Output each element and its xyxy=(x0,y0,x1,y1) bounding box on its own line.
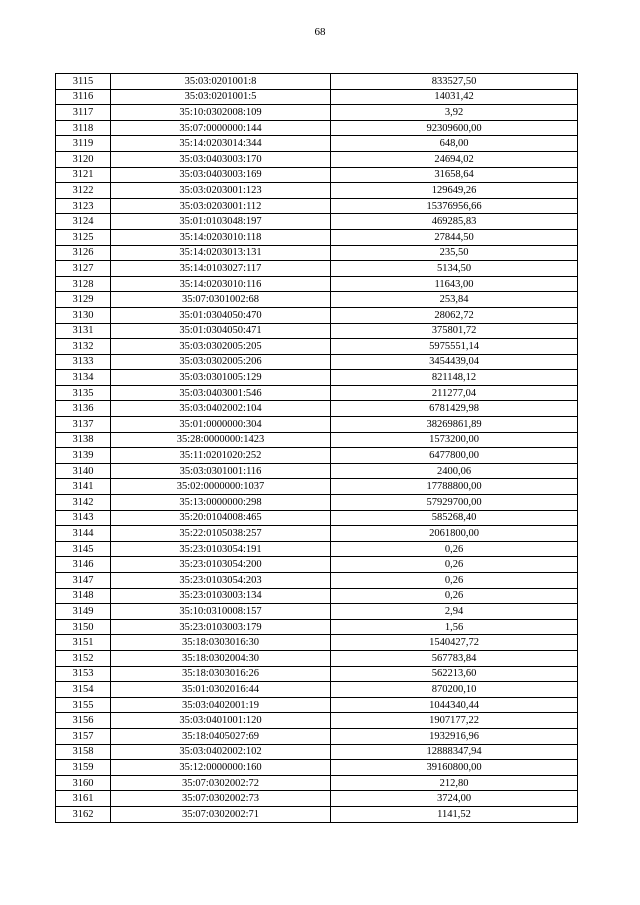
row-number-cell: 3129 xyxy=(56,292,111,308)
cadastral-number-cell: 35:23:0103054:200 xyxy=(111,557,331,573)
value-cell: 3,92 xyxy=(331,105,578,121)
value-cell: 28062,72 xyxy=(331,307,578,323)
value-cell: 833527,50 xyxy=(331,74,578,90)
row-number-cell: 3123 xyxy=(56,198,111,214)
table-row xyxy=(56,307,578,323)
value-cell: 14031,42 xyxy=(331,89,578,105)
table-row xyxy=(56,261,578,277)
table-row xyxy=(56,650,578,666)
table-row xyxy=(56,588,578,604)
row-number-cell: 3138 xyxy=(56,432,111,448)
table-row xyxy=(56,198,578,214)
row-number-cell: 3149 xyxy=(56,604,111,620)
row-number-cell: 3148 xyxy=(56,588,111,604)
table-row xyxy=(56,510,578,526)
row-number-cell: 3141 xyxy=(56,479,111,495)
value-cell: 5134,50 xyxy=(331,261,578,277)
cadastral-number-cell: 35:03:0203001:112 xyxy=(111,198,331,214)
table-row xyxy=(56,323,578,339)
table-row xyxy=(56,713,578,729)
table-row xyxy=(56,573,578,589)
row-number-cell: 3121 xyxy=(56,167,111,183)
table-row xyxy=(56,183,578,199)
row-number-cell: 3151 xyxy=(56,635,111,651)
row-number-cell: 3157 xyxy=(56,728,111,744)
cadastral-number-cell: 35:11:0201020:252 xyxy=(111,448,331,464)
cadastral-number-cell: 35:07:0302002:72 xyxy=(111,775,331,791)
table-row xyxy=(56,479,578,495)
row-number-cell: 3142 xyxy=(56,495,111,511)
table-row xyxy=(56,245,578,261)
value-cell: 469285,83 xyxy=(331,214,578,230)
row-number-cell: 3147 xyxy=(56,573,111,589)
row-number-cell: 3134 xyxy=(56,370,111,386)
row-number-cell: 3143 xyxy=(56,510,111,526)
table-row xyxy=(56,557,578,573)
table-row xyxy=(56,666,578,682)
row-number-cell: 3152 xyxy=(56,650,111,666)
table-row xyxy=(56,339,578,355)
page-number: 68 xyxy=(314,26,326,38)
row-number-cell: 3154 xyxy=(56,682,111,698)
value-cell: 0,26 xyxy=(331,588,578,604)
cadastral-number-cell: 35:01:0103048:197 xyxy=(111,214,331,230)
cadastral-number-cell: 35:10:0310008:157 xyxy=(111,604,331,620)
table-row xyxy=(56,744,578,760)
cadastral-number-cell: 35:12:0000000:160 xyxy=(111,760,331,776)
row-number-cell: 3150 xyxy=(56,619,111,635)
table-row xyxy=(56,417,578,433)
table-row xyxy=(56,495,578,511)
table-row xyxy=(56,432,578,448)
value-cell: 2400,06 xyxy=(331,463,578,479)
row-number-cell: 3139 xyxy=(56,448,111,464)
cadastral-number-cell: 35:14:0203013:131 xyxy=(111,245,331,261)
row-number-cell: 3126 xyxy=(56,245,111,261)
value-cell: 27844,50 xyxy=(331,229,578,245)
row-number-cell: 3161 xyxy=(56,791,111,807)
row-number-cell: 3116 xyxy=(56,89,111,105)
value-cell: 1907177,22 xyxy=(331,713,578,729)
cadastral-number-cell: 35:14:0103027:117 xyxy=(111,261,331,277)
cadastral-number-cell: 35:23:0103054:191 xyxy=(111,541,331,557)
table-row xyxy=(56,214,578,230)
table-row xyxy=(56,229,578,245)
cadastral-number-cell: 35:01:0304050:470 xyxy=(111,307,331,323)
cadastral-number-cell: 35:07:0302002:71 xyxy=(111,806,331,822)
row-number-cell: 3130 xyxy=(56,307,111,323)
row-number-cell: 3120 xyxy=(56,151,111,167)
table-row xyxy=(56,448,578,464)
cadastral-number-cell: 35:13:0000000:298 xyxy=(111,495,331,511)
table-row xyxy=(56,697,578,713)
row-number-cell: 3118 xyxy=(56,120,111,136)
value-cell: 38269861,89 xyxy=(331,417,578,433)
row-number-cell: 3137 xyxy=(56,417,111,433)
value-cell: 3724,00 xyxy=(331,791,578,807)
cadastral-number-cell: 35:18:0303016:30 xyxy=(111,635,331,651)
table-row xyxy=(56,120,578,136)
row-number-cell: 3158 xyxy=(56,744,111,760)
cadastral-number-cell: 35:01:0000000:304 xyxy=(111,417,331,433)
value-cell: 235,50 xyxy=(331,245,578,261)
row-number-cell: 3124 xyxy=(56,214,111,230)
table-row xyxy=(56,167,578,183)
value-cell: 1141,52 xyxy=(331,806,578,822)
table-row xyxy=(56,635,578,651)
cadastral-number-cell: 35:07:0000000:144 xyxy=(111,120,331,136)
value-cell: 1,56 xyxy=(331,619,578,635)
cadastral-number-cell: 35:03:0401001:120 xyxy=(111,713,331,729)
row-number-cell: 3156 xyxy=(56,713,111,729)
table-row xyxy=(56,806,578,822)
row-number-cell: 3162 xyxy=(56,806,111,822)
cadastral-number-cell: 35:01:0302016:44 xyxy=(111,682,331,698)
value-cell: 11643,00 xyxy=(331,276,578,292)
table-row xyxy=(56,463,578,479)
table-row xyxy=(56,604,578,620)
cadastral-number-cell: 35:03:0302005:206 xyxy=(111,354,331,370)
cadastral-number-cell: 35:03:0201001:5 xyxy=(111,89,331,105)
cadastral-number-cell: 35:03:0402002:104 xyxy=(111,401,331,417)
value-cell: 212,80 xyxy=(331,775,578,791)
row-number-cell: 3117 xyxy=(56,105,111,121)
row-number-cell: 3160 xyxy=(56,775,111,791)
cadastral-number-cell: 35:03:0403001:546 xyxy=(111,385,331,401)
value-cell: 0,26 xyxy=(331,557,578,573)
value-cell: 562213,60 xyxy=(331,666,578,682)
table-row xyxy=(56,401,578,417)
value-cell: 211277,04 xyxy=(331,385,578,401)
row-number-cell: 3155 xyxy=(56,697,111,713)
value-cell: 31658,64 xyxy=(331,167,578,183)
value-cell: 6781429,98 xyxy=(331,401,578,417)
cadastral-number-cell: 35:03:0302005:205 xyxy=(111,339,331,355)
value-cell: 0,26 xyxy=(331,573,578,589)
table-row xyxy=(56,89,578,105)
row-number-cell: 3159 xyxy=(56,760,111,776)
row-number-cell: 3146 xyxy=(56,557,111,573)
value-cell: 1044340,44 xyxy=(331,697,578,713)
value-cell: 3454439,04 xyxy=(331,354,578,370)
row-number-cell: 3125 xyxy=(56,229,111,245)
row-number-cell: 3153 xyxy=(56,666,111,682)
table-row xyxy=(56,541,578,557)
cadastral-number-cell: 35:18:0303016:26 xyxy=(111,666,331,682)
cadastral-number-cell: 35:22:0105038:257 xyxy=(111,526,331,542)
value-cell: 39160800,00 xyxy=(331,760,578,776)
cadastral-number-cell: 35:07:0301002:68 xyxy=(111,292,331,308)
table-row xyxy=(56,370,578,386)
value-cell: 821148,12 xyxy=(331,370,578,386)
cadastral-number-cell: 35:18:0302004:30 xyxy=(111,650,331,666)
value-cell: 2,94 xyxy=(331,604,578,620)
value-cell: 1573200,00 xyxy=(331,432,578,448)
cadastral-number-cell: 35:20:0104008:465 xyxy=(111,510,331,526)
cadastral-number-cell: 35:14:0203010:116 xyxy=(111,276,331,292)
table-row xyxy=(56,292,578,308)
cadastral-number-cell: 35:23:0103003:134 xyxy=(111,588,331,604)
row-number-cell: 3119 xyxy=(56,136,111,152)
row-number-cell: 3135 xyxy=(56,385,111,401)
table-row xyxy=(56,760,578,776)
value-cell: 0,26 xyxy=(331,541,578,557)
table-row xyxy=(56,136,578,152)
cadastral-value-table xyxy=(55,73,578,823)
value-cell: 870200,10 xyxy=(331,682,578,698)
row-number-cell: 3140 xyxy=(56,463,111,479)
value-cell: 15376956,66 xyxy=(331,198,578,214)
value-cell: 1540427,72 xyxy=(331,635,578,651)
row-number-cell: 3145 xyxy=(56,541,111,557)
table-row xyxy=(56,791,578,807)
row-number-cell: 3136 xyxy=(56,401,111,417)
value-cell: 129649,26 xyxy=(331,183,578,199)
cadastral-number-cell: 35:10:0302008:109 xyxy=(111,105,331,121)
cadastral-number-cell: 35:03:0301005:129 xyxy=(111,370,331,386)
table-body xyxy=(56,74,578,823)
value-cell: 253,84 xyxy=(331,292,578,308)
table-row xyxy=(56,682,578,698)
value-cell: 57929700,00 xyxy=(331,495,578,511)
value-cell: 17788800,00 xyxy=(331,479,578,495)
cadastral-number-cell: 35:18:0405027:69 xyxy=(111,728,331,744)
cadastral-number-cell: 35:01:0304050:471 xyxy=(111,323,331,339)
row-number-cell: 3144 xyxy=(56,526,111,542)
cadastral-number-cell: 35:28:0000000:1423 xyxy=(111,432,331,448)
value-cell: 92309600,00 xyxy=(331,120,578,136)
table-row xyxy=(56,619,578,635)
cadastral-number-cell: 35:03:0402001:19 xyxy=(111,697,331,713)
table-row xyxy=(56,775,578,791)
cadastral-number-cell: 35:03:0301001:116 xyxy=(111,463,331,479)
table-row xyxy=(56,105,578,121)
row-number-cell: 3133 xyxy=(56,354,111,370)
table-row xyxy=(56,526,578,542)
row-number-cell: 3132 xyxy=(56,339,111,355)
cadastral-number-cell: 35:23:0103003:179 xyxy=(111,619,331,635)
value-cell: 6477800,00 xyxy=(331,448,578,464)
cadastral-number-cell: 35:03:0403003:169 xyxy=(111,167,331,183)
cadastral-number-cell: 35:03:0403003:170 xyxy=(111,151,331,167)
value-cell: 585268,40 xyxy=(331,510,578,526)
table-row xyxy=(56,276,578,292)
table-row xyxy=(56,74,578,90)
row-number-cell: 3131 xyxy=(56,323,111,339)
cadastral-number-cell: 35:14:0203014:344 xyxy=(111,136,331,152)
row-number-cell: 3122 xyxy=(56,183,111,199)
table-row xyxy=(56,728,578,744)
row-number-cell: 3127 xyxy=(56,261,111,277)
table-row xyxy=(56,151,578,167)
row-number-cell: 3128 xyxy=(56,276,111,292)
table-row xyxy=(56,385,578,401)
value-cell: 375801,72 xyxy=(331,323,578,339)
value-cell: 1932916,96 xyxy=(331,728,578,744)
value-cell: 24694,02 xyxy=(331,151,578,167)
cadastral-number-cell: 35:07:0302002:73 xyxy=(111,791,331,807)
value-cell: 648,00 xyxy=(331,136,578,152)
table-row xyxy=(56,354,578,370)
cadastral-number-cell: 35:03:0203001:123 xyxy=(111,183,331,199)
cadastral-number-cell: 35:03:0402002:102 xyxy=(111,744,331,760)
value-cell: 2061800,00 xyxy=(331,526,578,542)
value-cell: 5975551,14 xyxy=(331,339,578,355)
cadastral-number-cell: 35:03:0201001:8 xyxy=(111,74,331,90)
row-number-cell: 3115 xyxy=(56,74,111,90)
value-cell: 12888347,94 xyxy=(331,744,578,760)
cadastral-number-cell: 35:02:0000000:1037 xyxy=(111,479,331,495)
cadastral-number-cell: 35:23:0103054:203 xyxy=(111,573,331,589)
value-cell: 567783,84 xyxy=(331,650,578,666)
cadastral-number-cell: 35:14:0203010:118 xyxy=(111,229,331,245)
